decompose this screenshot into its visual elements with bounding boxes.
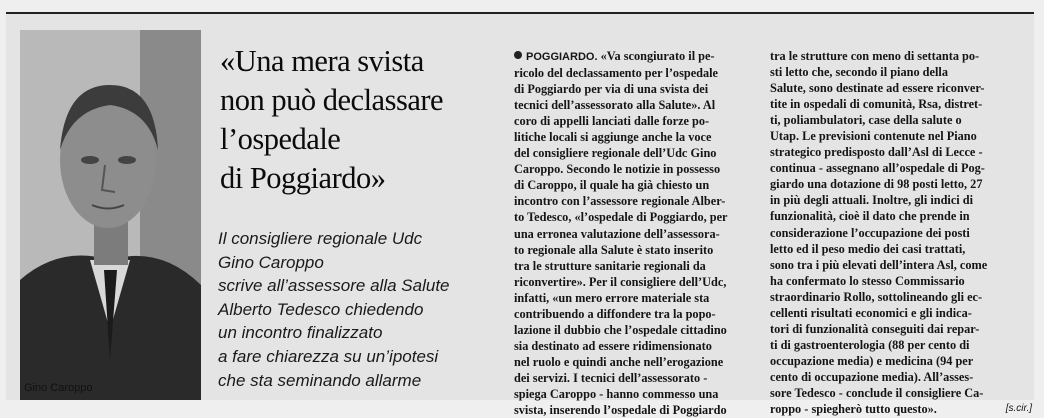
article-line-text: letto ed il peso medio dei casi trattati, bbox=[770, 241, 966, 256]
article-line bbox=[770, 305, 1032, 321]
article-line-text: sono tra i più elevati dell’intera Asl, come bbox=[770, 257, 988, 272]
headline-line: «Una mera svista bbox=[220, 44, 424, 78]
article-line bbox=[514, 65, 756, 81]
article-line bbox=[514, 129, 756, 145]
article-line-text: coro di appelli lanciati dalle forze po- bbox=[514, 114, 710, 129]
article-line-text: spiega Caroppo - hanno commesso una bbox=[514, 386, 719, 401]
article-line-text: roppo - spiegherò tutto questo». bbox=[770, 402, 937, 417]
article-line-text: cellenti risultati economici e gli indica- bbox=[770, 305, 972, 320]
article-line bbox=[770, 273, 1032, 289]
article-line-text: tra le strutture con meno di settanta po- bbox=[770, 49, 980, 63]
article-line-text: sore Tedesco - conclude il consigliere Ca- bbox=[770, 385, 984, 400]
article-line-text: tite in ospedali di comunità, Rsa, distret- bbox=[770, 97, 983, 112]
article-line-text: funzionalità, cioè il dato che prende in bbox=[770, 209, 970, 224]
article-line-text: in più degli attuali. Inoltre, gli indici di bbox=[770, 193, 974, 208]
subheadline-line: Gino Caroppo bbox=[218, 252, 324, 272]
article-line-text: to regionale alla Salute è stato inserito bbox=[514, 242, 714, 257]
article-line bbox=[770, 353, 1032, 369]
headline bbox=[220, 42, 500, 198]
article-line bbox=[514, 370, 756, 386]
subheadline-line: scrive all’assessore alla Salute bbox=[218, 276, 450, 296]
article-line bbox=[514, 274, 756, 290]
dateline: POGGIARDO. bbox=[526, 51, 598, 63]
article-line bbox=[770, 64, 1032, 80]
article-line bbox=[514, 338, 756, 354]
subheadline-line: che sta seminando allarme bbox=[218, 370, 422, 390]
article-line-text: riconvertire». Per il consigliere dell’Udc, bbox=[514, 274, 727, 289]
article-line bbox=[770, 80, 1032, 96]
article-line bbox=[514, 258, 756, 274]
article-line-text: occupazione media) e medicina (94 per bbox=[770, 353, 974, 368]
article-line bbox=[770, 369, 1032, 385]
article-line-text: incontro con l’assessore regionale Alber- bbox=[514, 194, 726, 209]
article-line bbox=[514, 290, 756, 306]
article-line-text: ricolo del declassamento per l’ospedale bbox=[514, 66, 719, 81]
article-line-text: Utap. Le previsioni contenute nel Piano bbox=[770, 129, 977, 144]
article-line bbox=[770, 192, 1032, 208]
article-line-text: una erronea valutazione dell’assessora- bbox=[514, 226, 720, 241]
article-line-text: infatti, «un mero errore materiale sta bbox=[514, 290, 710, 305]
article-line bbox=[770, 144, 1032, 160]
article-column-2 bbox=[770, 48, 1032, 417]
article-line-text: ti, poliambulatori, case della salute o bbox=[770, 113, 962, 128]
article-line bbox=[770, 208, 1032, 224]
subheadline bbox=[218, 227, 500, 392]
article-line-text: sti letto che, secondo il piano della bbox=[770, 65, 948, 80]
subheadline-line: Alberto Tedesco chiedendo bbox=[218, 299, 424, 319]
article-line-text: to Tedesco, «l’ospedale di Poggiardo, per bbox=[514, 210, 728, 225]
article-line bbox=[770, 176, 1032, 192]
article-line bbox=[514, 306, 756, 322]
portrait-photo bbox=[20, 30, 201, 400]
article-line bbox=[770, 385, 1032, 401]
article-line bbox=[514, 48, 756, 65]
article-line-text: tra le strutture sanitarie regionali da bbox=[514, 258, 706, 273]
article-line bbox=[514, 242, 756, 258]
article-line bbox=[770, 241, 1032, 257]
article-line-text: giardo una dotazione di 98 posti letto, 27 bbox=[770, 177, 983, 192]
author-signature: [s.cir.] bbox=[1005, 403, 1032, 415]
article-line-text: continua - assegnano all’ospedale di Pog- bbox=[770, 161, 985, 176]
article-line-text: lazione il dubbio che l’ospedale cittadino bbox=[514, 322, 727, 337]
article-line bbox=[770, 160, 1032, 176]
subheadline-line: un incontro finalizzato bbox=[218, 323, 383, 343]
article-line-text: tori di funzionalità conseguiti dai repar- bbox=[770, 321, 980, 336]
subheadline-line: Il consigliere regionale Udc bbox=[218, 229, 423, 248]
article-line bbox=[514, 177, 756, 193]
subheadline-line: a fare chiarezza su un’ipotesi bbox=[218, 346, 439, 366]
article-line-text: tecnici dell’assessorato alla Salute». Al bbox=[514, 98, 716, 113]
photo-caption: Gino Caroppo bbox=[24, 382, 93, 394]
article-line bbox=[770, 112, 1032, 128]
article-line-text: «Va scongiurato il pe- bbox=[600, 49, 715, 63]
article-line bbox=[514, 209, 756, 225]
article-line bbox=[514, 81, 756, 97]
article-line-text: di Caroppo, il quale ha già chiesto un bbox=[514, 178, 710, 193]
article-line-text: strategico predisposto dall’Asl di Lecce - bbox=[770, 145, 983, 160]
article-line-text: straordinario Rollo, sottolineando gli ec- bbox=[770, 289, 983, 304]
article-line-text: litiche locali si aggiunge anche la voce bbox=[514, 130, 712, 145]
article-line bbox=[770, 257, 1032, 273]
article-line-text: considerazione l’occupazione dei posti bbox=[770, 225, 970, 240]
article-line-text: sia destinato ad essere ridimensionato bbox=[514, 338, 712, 353]
article-line bbox=[514, 145, 756, 161]
article-line bbox=[514, 386, 756, 402]
article-line-text: cento di occupazione media). All’asses- bbox=[770, 369, 974, 384]
article-line bbox=[514, 97, 756, 113]
article-line bbox=[514, 193, 756, 209]
headline-line: non può declassare bbox=[220, 83, 444, 117]
article-line bbox=[514, 322, 756, 338]
article-column-1 bbox=[514, 48, 756, 418]
article-line bbox=[770, 225, 1032, 241]
article-line bbox=[514, 161, 756, 177]
article-line-text: Caroppo. Secondo le notizie in possesso bbox=[514, 162, 721, 177]
article-line-text: ha confermato lo stesso Commissario bbox=[770, 273, 965, 288]
article-line bbox=[770, 337, 1032, 353]
portrait-illustration bbox=[20, 30, 201, 400]
article-line-text: nel ruolo e quindi anche nell’erogazione bbox=[514, 354, 724, 369]
article-line bbox=[514, 402, 756, 418]
headline-line: di Poggiardo» bbox=[220, 161, 386, 195]
article-line-text: Salute, sono destinate ad essere riconver- bbox=[770, 81, 985, 96]
article-line bbox=[770, 48, 1032, 64]
article-line-text: contribuendo a diffondere tra la popo- bbox=[514, 306, 716, 321]
article-line-text: di Poggiardo per via di una svista dei bbox=[514, 82, 709, 97]
newspaper-clipping bbox=[6, 12, 1034, 418]
headline-line: l’ospedale bbox=[220, 122, 341, 156]
article-line-text: del consigliere regionale dell’Udc Gino bbox=[514, 146, 717, 161]
bullet-icon bbox=[514, 51, 522, 59]
article-line bbox=[770, 321, 1032, 337]
article-line-text: dei servizi. I tecnici dell’assessorato - bbox=[514, 370, 708, 385]
article-line-text: svista, inserendo l’ospedale di Poggiardo bbox=[514, 403, 727, 418]
article-line bbox=[514, 226, 756, 242]
article-line bbox=[514, 113, 756, 129]
article-line bbox=[770, 128, 1032, 144]
article-line bbox=[514, 354, 756, 370]
article-line bbox=[770, 96, 1032, 112]
article-line bbox=[770, 289, 1032, 305]
article-line bbox=[770, 401, 1032, 417]
article-line-text: ti di gastroenterologia (88 per cento di bbox=[770, 337, 970, 352]
